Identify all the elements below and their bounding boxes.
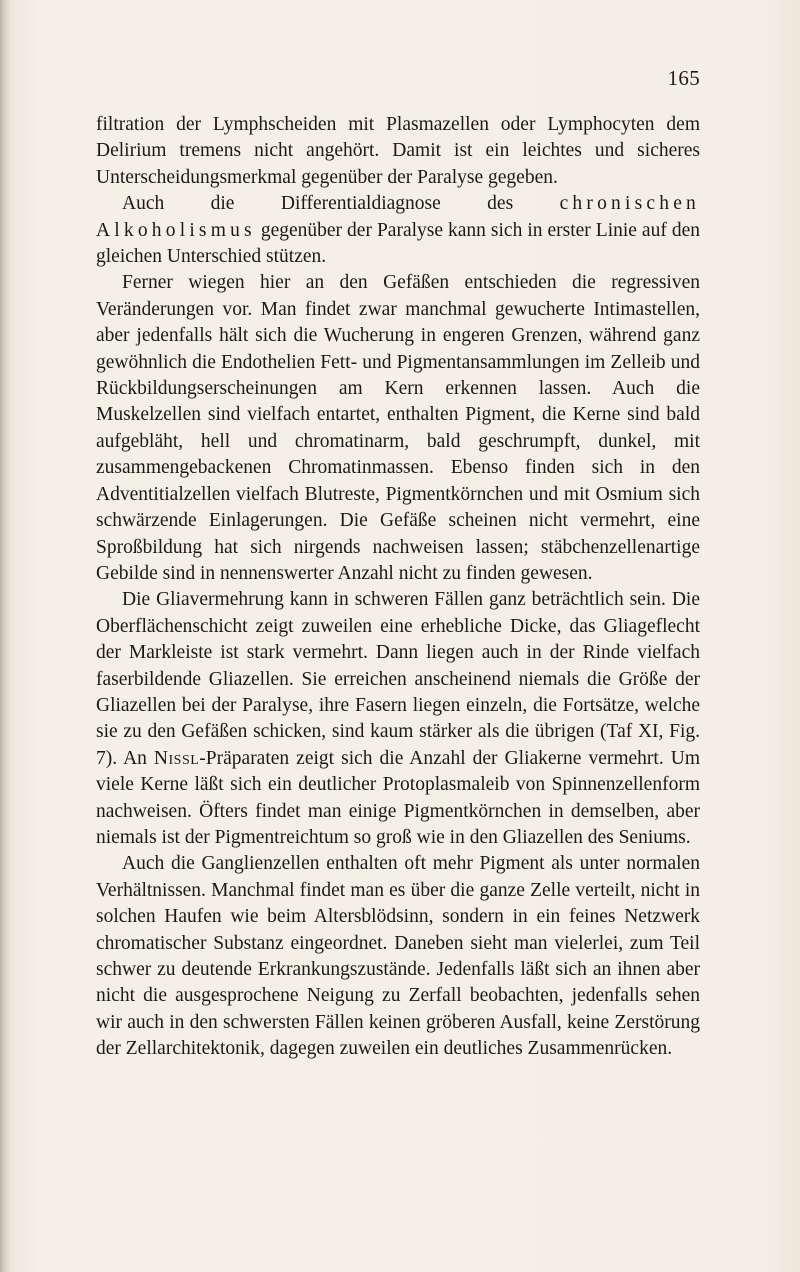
text-segment: Auch die Ganglienzellen enthalten oft mehr Pigment als unter normalen Verhältnissen. Manchmal findet man es über die ganze Zelle verteilt, nicht in solchen Haufen wie beim Altersblödsinn, sondern in ein feines Netzwerk chromatischer Substanz eingeordnet. Daneben sieht man vielerlei, zum Teil schwer zu deutende Erkrankungszustände. Jedenfalls läßt sich an ihnen aber nicht die ausgesprochene Neigung zu Zerfall beobachten, jedenfalls sehen wir auch in den schwersten Fällen keinen gröberen Ausfall, keine Zerstörung der Zellarchitektonik, dagegen zuweilen ein deutliches Zusammenrücken. <box>96 853 700 1060</box>
paragraph-3 <box>96 270 700 587</box>
binding-edge <box>0 0 10 1272</box>
text-segment: filtration der Lymphscheiden mit Plasmazellen oder Lymphocyten dem Delirium tremens nicht angehört. Damit ist ein leichtes und sicheres Unterscheidungsmerkmal gegenüber der Paralyse gegeben. <box>96 114 700 188</box>
text-segment: Ferner wiegen hier an den Gefäßen entschieden die regressiven Veränderungen vor. Man findet zwar manchmal gewucherte Intimastellen, aber jedenfalls hält sich die Wucherung in engeren Grenzen, während ganz gewöhnlich die Endothelien Fett- und Pigmentansammlungen im Zelleib und Rückbildungserscheinungen am Kern erkennen lassen. Auch die Muskelzellen sind vielfach entartet, enthalten Pigment, die Kerne sind bald aufgebläht, hell und chromatinarm, bald geschrumpft, dunkel, mit zusammengebackenen Chromatinmassen. Ebenso finden sich in den Adventitialzellen vielfach Blutreste, Pigmentkörnchen und mit Osmium sich schwärzende Einlagerungen. Die Gefäße scheinen nicht vermehrt, eine Sproßbildung hat sich nirgends nachweisen lassen; stäbchenzellenartige Gebilde sind in nennenswerter Anzahl nicht zu finden gewesen. <box>96 272 700 584</box>
paragraph-4 <box>96 587 700 851</box>
text-segment: Die Gliavermehrung kann in schweren Fällen ganz beträchtlich sein. Die Oberflächenschicht zeigt zuweilen eine erhebliche Dicke, das Gliageflecht der Markleiste ist stark vermehrt. Dann liegen auch in der Rinde vielfach faserbildende Gliazellen. Sie erreichen anscheinend niemals die Größe der Gliazellen bei der Paralyse, ihre Fasern liegen einzeln, die Fortsätze, welche sie zu den Gefäßen schicken, sind kaum stärker als die übrigen (Taf XI, Fig. 7). An <box>96 589 700 769</box>
text-segment: -Präparaten zeigt sich die Anzahl der Gliakerne vermehrt. Um viele Kerne läßt sich ein deutlicher Protoplasmaleib von Spinnenzellenform nachweisen. Öfters findet man einige Pigmentkörnchen in demselben, aber niemals ist der Pigmentreichtum so groß wie in den Gliazellen des Seniums. <box>96 747 700 848</box>
text-segment: gegenüber der Paralyse kann sich in erster Linie auf den gleichen Unterschied stützen. <box>96 219 700 268</box>
author-name: Nissl <box>153 747 200 769</box>
page-number: 165 <box>667 66 700 90</box>
body-text <box>96 112 700 1063</box>
emphasized-term: chronischen Alkoholismus <box>96 193 700 241</box>
paragraph-2 <box>96 191 700 270</box>
paragraph-1 <box>96 112 700 191</box>
text-segment: Auch die Differentialdiagnose des <box>122 193 560 215</box>
paragraph-5 <box>96 851 700 1062</box>
